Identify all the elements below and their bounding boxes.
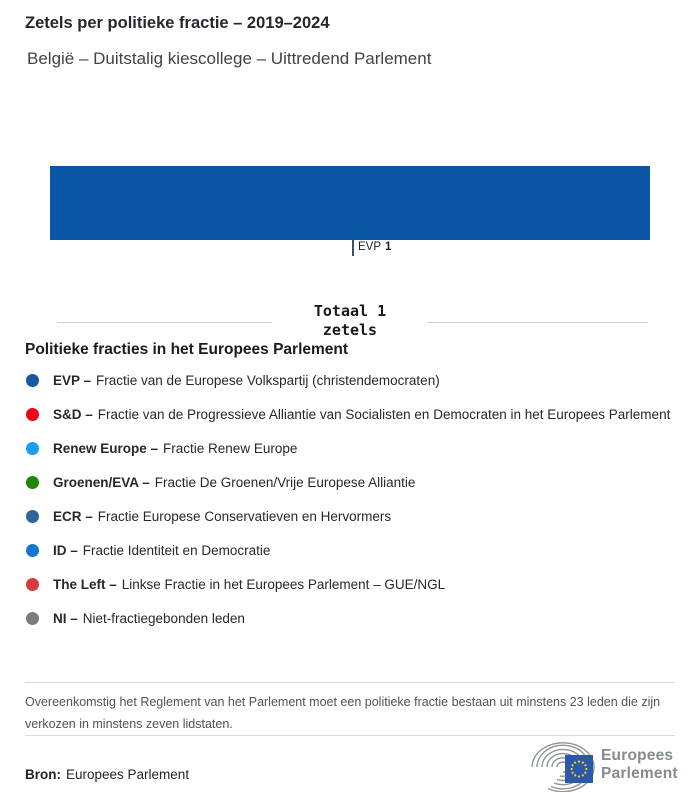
page-title: Zetels per politieke fractie – 2019–2024 xyxy=(25,14,330,32)
bar-tick-value: 1 xyxy=(385,241,392,253)
footnote-divider-top xyxy=(25,682,675,683)
total-seats-label xyxy=(0,302,700,340)
legend-item-text: Renew Europe – Fractie Renew Europe xyxy=(53,441,298,456)
ep-logo-wordmark xyxy=(601,747,678,783)
ni-color-dot-icon xyxy=(26,612,39,625)
footnote-text: Overeenkomstig het Reglement van het Parlement moet een politieke fractie bestaan uit minstens 23 leden die zijn verkozen in minstens zeven lidstaten. xyxy=(25,695,661,731)
legend-item-sd xyxy=(25,406,675,424)
total-divider-left xyxy=(57,322,272,323)
source-value: Europees Parlement xyxy=(66,767,190,782)
bar-tick-label xyxy=(358,241,391,253)
ep-logo-line1: Europees xyxy=(601,747,674,764)
legend-heading: Politieke fracties in het Europees Parlement xyxy=(25,341,349,358)
legend-item-ni xyxy=(25,610,675,628)
ep-logo-line2: Parlement xyxy=(601,765,678,782)
ep-hemicycle-logo-icon xyxy=(529,742,597,792)
renew-color-dot-icon xyxy=(26,442,39,455)
page-subtitle: België – Duitstalig kiescollege – Uittredend Parlement xyxy=(27,49,432,68)
source-label: Bron: xyxy=(25,767,61,782)
legend xyxy=(25,372,675,644)
total-divider-right xyxy=(428,322,648,323)
ecr-color-dot-icon xyxy=(26,510,39,523)
legend-item-text: EVP – Fractie van de Europese Volkspartij (christendemocraten) xyxy=(53,373,440,388)
groenen-color-dot-icon xyxy=(26,476,39,489)
legend-item-ecr xyxy=(25,508,675,526)
legend-item-text: Groenen/EVA – Fractie De Groenen/Vrije Europese Alliantie xyxy=(53,475,416,490)
theleft-color-dot-icon xyxy=(26,578,39,591)
footnote-divider-bottom xyxy=(25,735,675,736)
legend-item-theleft xyxy=(25,576,675,594)
bar-tick-group: EVP xyxy=(358,241,382,253)
legend-item-text: ECR – Fractie Europese Conservatieven en Hervormers xyxy=(53,509,392,524)
legend-item-groenen xyxy=(25,474,675,492)
source-line xyxy=(25,767,189,782)
legend-item-renew xyxy=(25,440,675,458)
legend-item-text: S&D – Fractie van de Progressieve Alliantie van Socialisten en Democraten in het Europees Parlement xyxy=(53,407,671,422)
legend-item-id xyxy=(25,542,675,560)
seat-bar-evp xyxy=(50,166,650,240)
legend-item-text: The Left – Linkse Fractie in het Europees Parlement – GUE/NGL xyxy=(53,577,446,592)
sd-color-dot-icon xyxy=(26,408,39,421)
total-seats-line2: zetels xyxy=(322,321,378,339)
legend-item-text: ID – Fractie Identiteit en Democratie xyxy=(53,543,271,558)
bar-tick-mark xyxy=(352,239,354,256)
legend-item-evp xyxy=(25,372,675,390)
total-seats-line1: Totaal 1 xyxy=(313,302,387,320)
legend-item-text: NI – Niet-fractiegebonden leden xyxy=(53,611,245,626)
id-color-dot-icon xyxy=(26,544,39,557)
eu-flag-icon xyxy=(565,755,593,783)
evp-color-dot-icon xyxy=(26,374,39,387)
